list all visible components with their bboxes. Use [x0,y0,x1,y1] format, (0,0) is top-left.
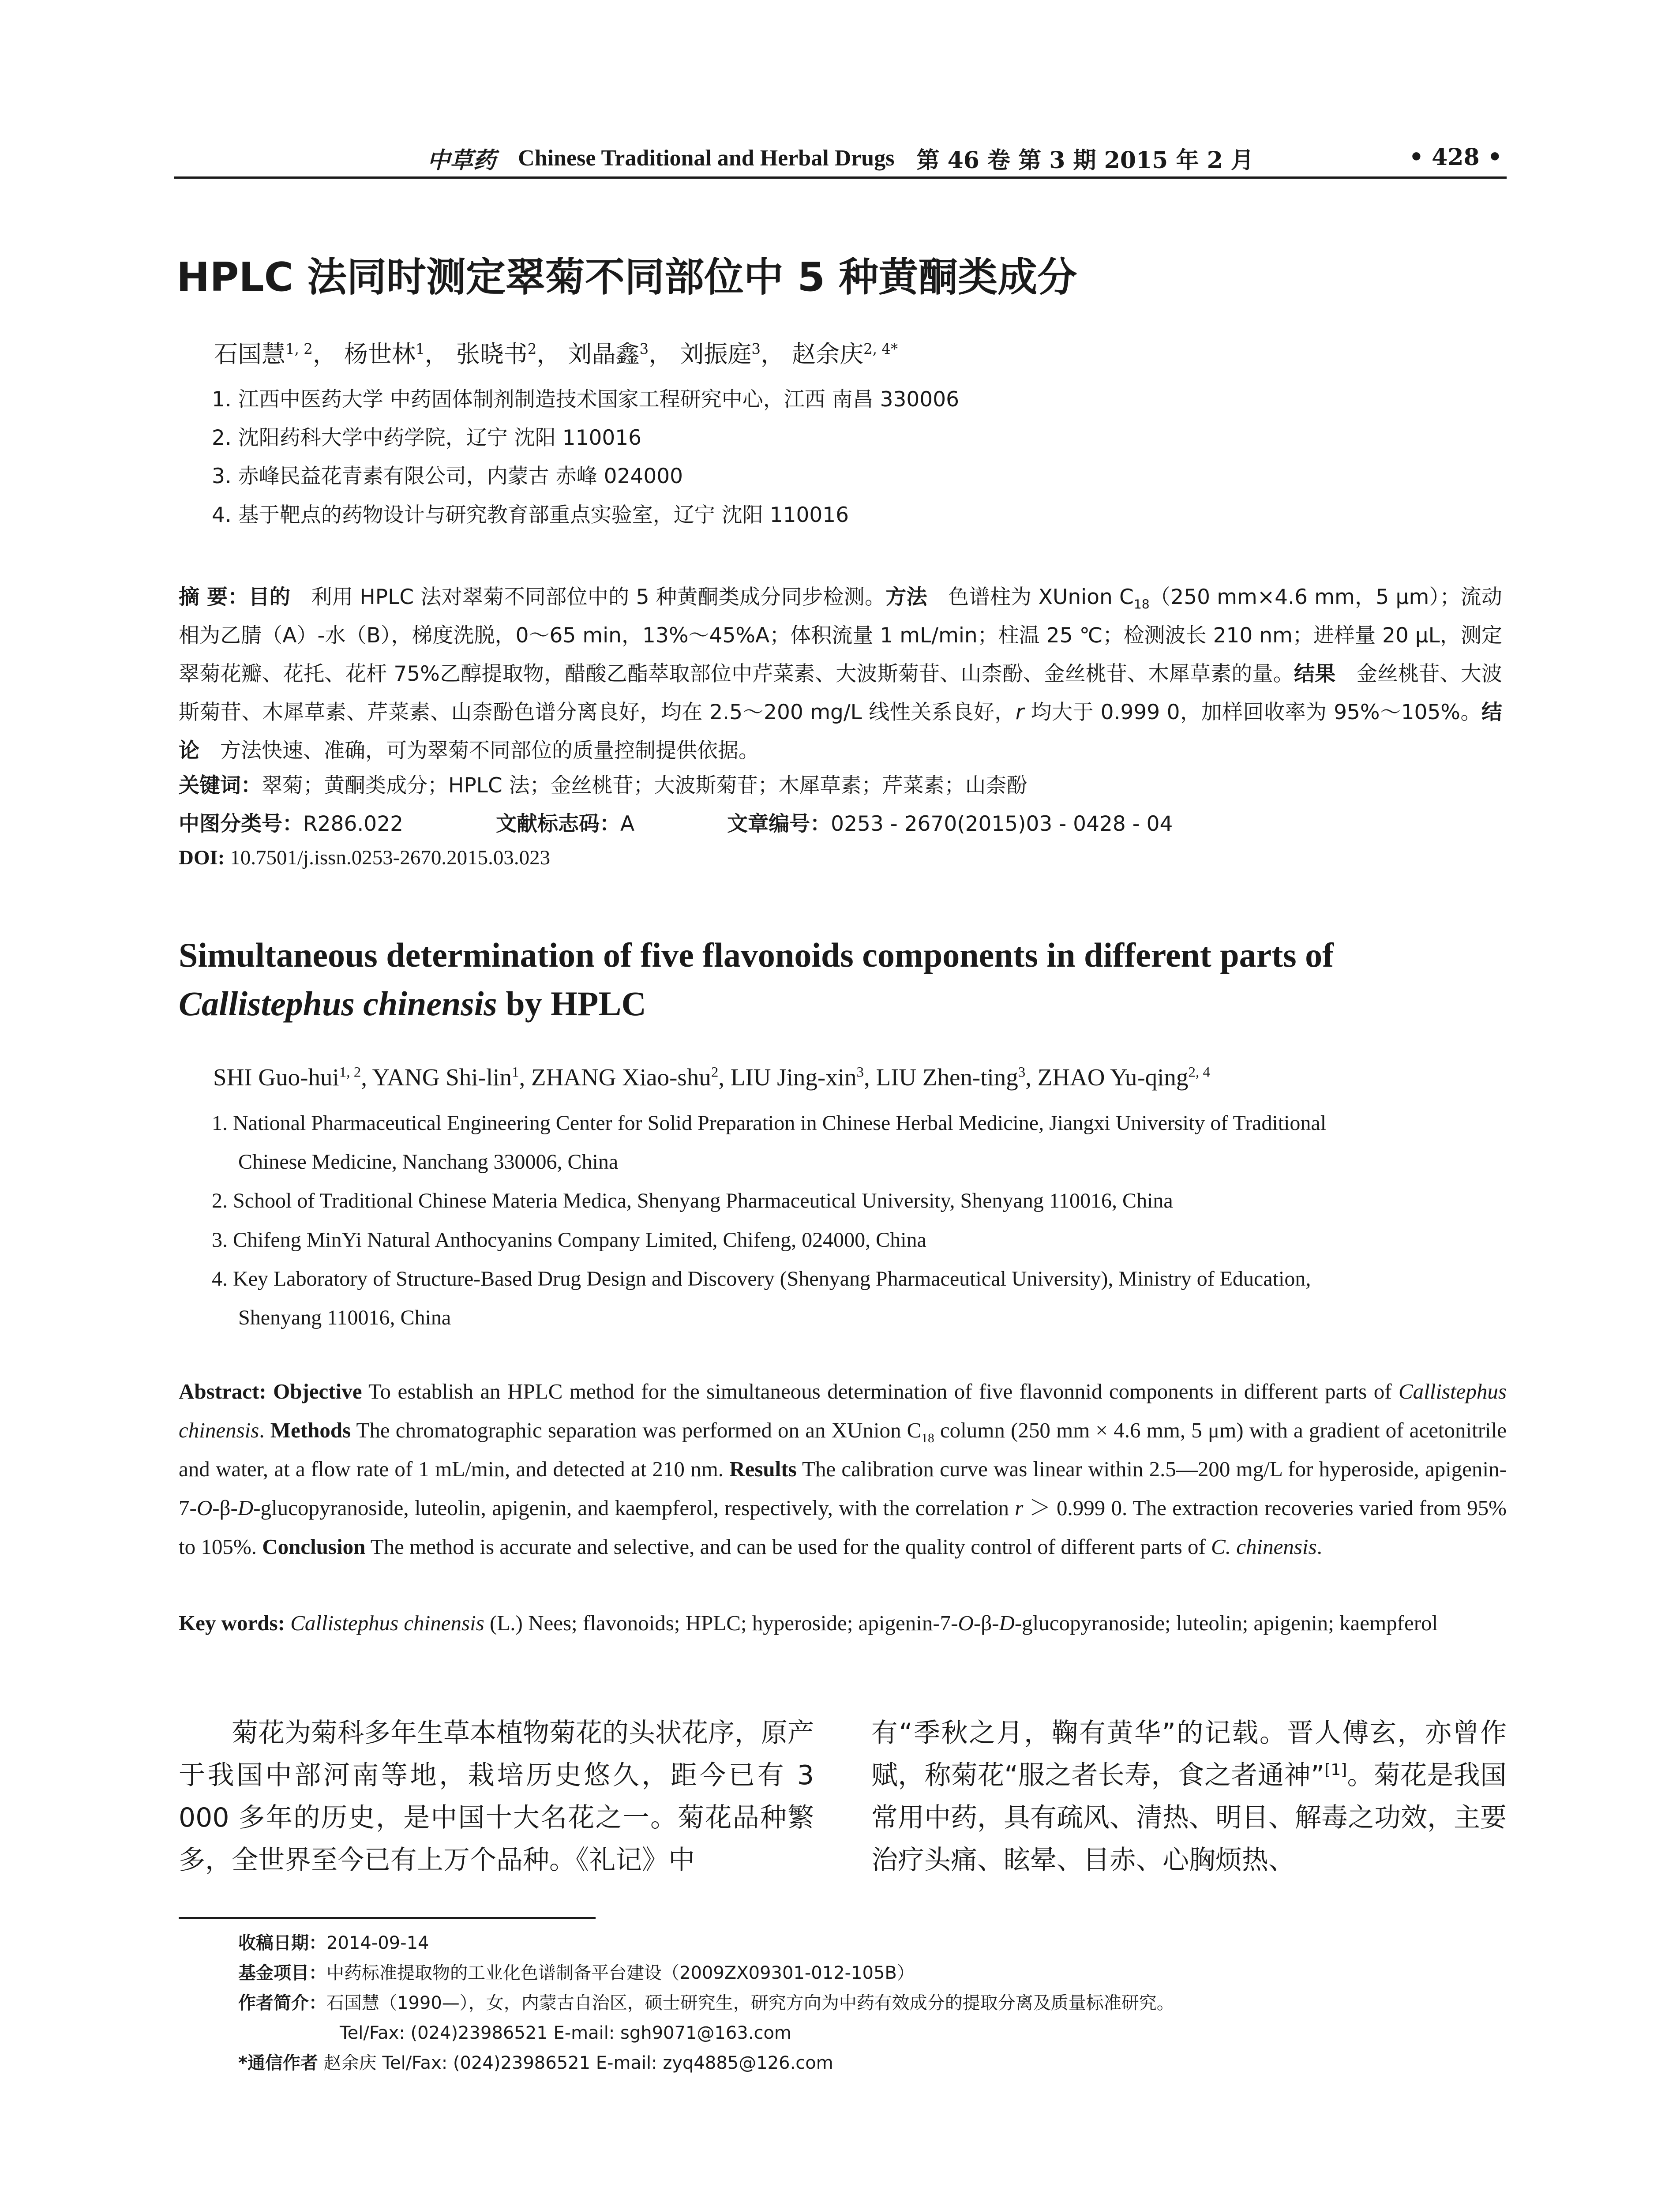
en-affiliation-4-cont: Shenyang 110016, China [238,1306,451,1329]
doi: DOI: 10.7501/j.issn.0253-2670.2015.03.023 [179,846,551,869]
en-affiliation-1-cont: Chinese Medicine, Nanchang 330006, China [238,1150,619,1174]
running-header [174,140,1507,176]
cn-affiliation-2: 2. 沈阳药科大学中药学院，辽宁 沈阳 110016 [212,426,642,450]
cn-title: HPLC 法同时测定翠菊不同部位中 5 种黄酮类成分 [176,254,1077,300]
journal-logo: 中草药 [427,146,496,174]
en-author: LIU Jing-xin$^3$, [730,1064,876,1091]
cn-affiliation-3: 3. 赤峰民益花青素有限公司，内蒙古 赤峰 024000 [212,464,683,488]
cn-author: 石国慧$^{1, 2}$， [214,340,337,368]
en-affiliation-4: 4. Key Laboratory of Structure-Based Drug Design and Discovery (Shenyang Pharmaceutical University), Ministry of Education, [212,1267,1311,1291]
body-column-left: 菊花为菊科多年生草本植物菊花的头状花序，原产于我国中部河南等地，栽培历史悠久，距今已有 3 000 多年的历史，是中国十大名花之一。菊花品种繁多，全世界至今已有上万个品种。《礼记》中 [179,1718,814,1876]
cn-author: 杨世林$^1$， [344,340,449,368]
en-authors [213,1063,1210,1091]
received-date: 收稿日期：2014-09-14 [238,1933,429,1953]
cn-author: 赵余庆$^{2, 4*}$ [792,340,898,368]
page-number: • 428 • [1409,144,1502,171]
cn-authors [214,335,898,369]
en-affiliation-1: 1. National Pharmaceutical Engineering Center for Solid Preparation in Chinese Herbal Medicine, Jiangxi University of Traditional [212,1111,1327,1135]
en-author: LIU Zhen-ting$^3$, [876,1064,1038,1091]
author-contact: Tel/Fax: (024)23986521 E-mail: sgh9071@163.com [340,2023,791,2043]
en-title: Simultaneous determination of five flavonoids components in different parts of Callistephus chinensis by HPLC [179,936,1334,1023]
footnotes [238,1928,1518,2078]
en-author: ZHAO Yu-qing$^{2, 4}$ [1037,1064,1210,1091]
reference-1: [1] [1324,1761,1347,1779]
en-keywords: Key words: Callistephus chinensis (L.) Nees; flavonoids; HPLC; hyperoside; apigenin-7-O-β-D-glucopyranoside; luteolin; apigenin; kaempferol [179,1611,1438,1635]
cn-affiliation-4: 4. 基于靶点的药物设计与研究教育部重点实验室，辽宁 沈阳 110016 [212,503,849,527]
footnote-rule [179,1917,596,1919]
cn-abstract: 摘 要：目的 利用 HPLC 法对翠菊不同部位中的 5 种黄酮类成分同步检测。方法 色谱柱为 XUnion $C_{18}(250$ mm×4.6 mm，5 μm）；流动相为乙腈（A）-水（B），梯度洗脱，0～65 min，13%～45%A；体积流量 1 mL/min；柱温 25 ℃；检测波长 210 nm；进样量 20 μL，测定翠菊花瓣、花托、花杆 75%乙醇提取物，醋酸乙酯萃取部位中芹菜素、大波斯菊苷、山柰酚、金丝桃苷、木犀草素的量。结果 金丝桃苷、大波斯菊苷、木犀草素、芹菜素、山柰酚色谱分离良好，均在 2.5～200 mg/L 线性关系良好，r 均大于 0.999 0，加样回收率为 95%～105%。结论 方法快速、准确，可为翠菊不同部位的质量控制提供依据。 [179,585,1503,763]
en-abstract: Abstract: Objective To establish an HPLC method for the simultaneous determination of five flavonnid components in different parts of Callistephus chinensis. Methods The chromatographic separation was performed on an XUnion $C_{18}$ column (250 mm × 4.6 mm, 5 μm) with a gradient of acetonitrile and water, at a flow rate of 1 mL/min, and detected at 210 nm. Results The calibration curve was linear within 2.5—200 mg/L for hyperoside, apigenin-7-O-β-D-glucopyranoside, luteolin, apigenin, and kaempferol, respectively, with the correlation r ＞ 0.999 0. The extraction recoveries varied from 95% to 105%. Conclusion The method is accurate and selective, and can be used for the quality control of different parts of C. chinensis. [179,1379,1507,1559]
body-column-right: 有“季秋之月，鞠有黄华”的记载。晋人傅玄，亦曾作赋，称菊花“服之者长寿，食之者通神”[1]。菊花是我国常用中药，具有疏风、清热、明目、解毒之功效，主要治疗头痛、眩晕、目赤、心胸烦热、 [871,1718,1507,1876]
en-affiliation-3: 3. Chifeng MinYi Natural Anthocyanins Company Limited, Chifeng, 024000, China [212,1228,926,1252]
cn-classification: 中图分类号：R286.022 文献标志码：A 文章编号：0253 - 2670(2015)03 - 0428 - 04 [179,812,1173,836]
cn-affiliation-1: 1. 江西中医药大学 中药固体制剂制造技术国家工程研究中心，江西 南昌 330006 [212,387,960,412]
cn-author: 刘振庭$^3$， [680,340,784,368]
en-affiliation-2: 2. School of Traditional Chinese Materia Medica, Shenyang Pharmaceutical University, Shenyang 110016, China [212,1189,1173,1212]
author-bio: 作者简介：石国慧（1990—），女，内蒙古自治区，硕士研究生，研究方向为中药有效成分的提取分离及质量标准研究。 [238,1993,1174,2013]
issue-info: 第 46 卷 第 3 期 2015 年 2 月 [916,146,1254,174]
en-author: ZHANG Xiao-shu$^2$, [531,1064,731,1091]
cn-author: 刘晶鑫$^3$， [568,340,673,368]
fund-project: 基金项目：中药标准提取物的工业化色谱制备平台建设（2009ZX09301-012-105B） [238,1963,915,1983]
cn-author: 张晓书$^2$， [456,340,561,368]
cn-keywords: 关键词：翠菊；黄酮类成分；HPLC 法；金丝桃苷；大波斯菊苷；木犀草素；芹菜素；山柰酚 [179,773,1028,798]
journal-name: Chinese Traditional and Herbal Drugs [518,145,895,171]
cn-abstract-label: 摘 要： [179,585,249,609]
header-rule [174,176,1507,179]
en-author: SHI Guo-hui$^{1, 2}$, [213,1064,372,1091]
corresponding-author: *通信作者 赵余庆 Tel/Fax: (024)23986521 E-mail: zyq4885@126.com [238,2053,833,2073]
en-author: YANG Shi-lin$^1$, [372,1064,531,1091]
